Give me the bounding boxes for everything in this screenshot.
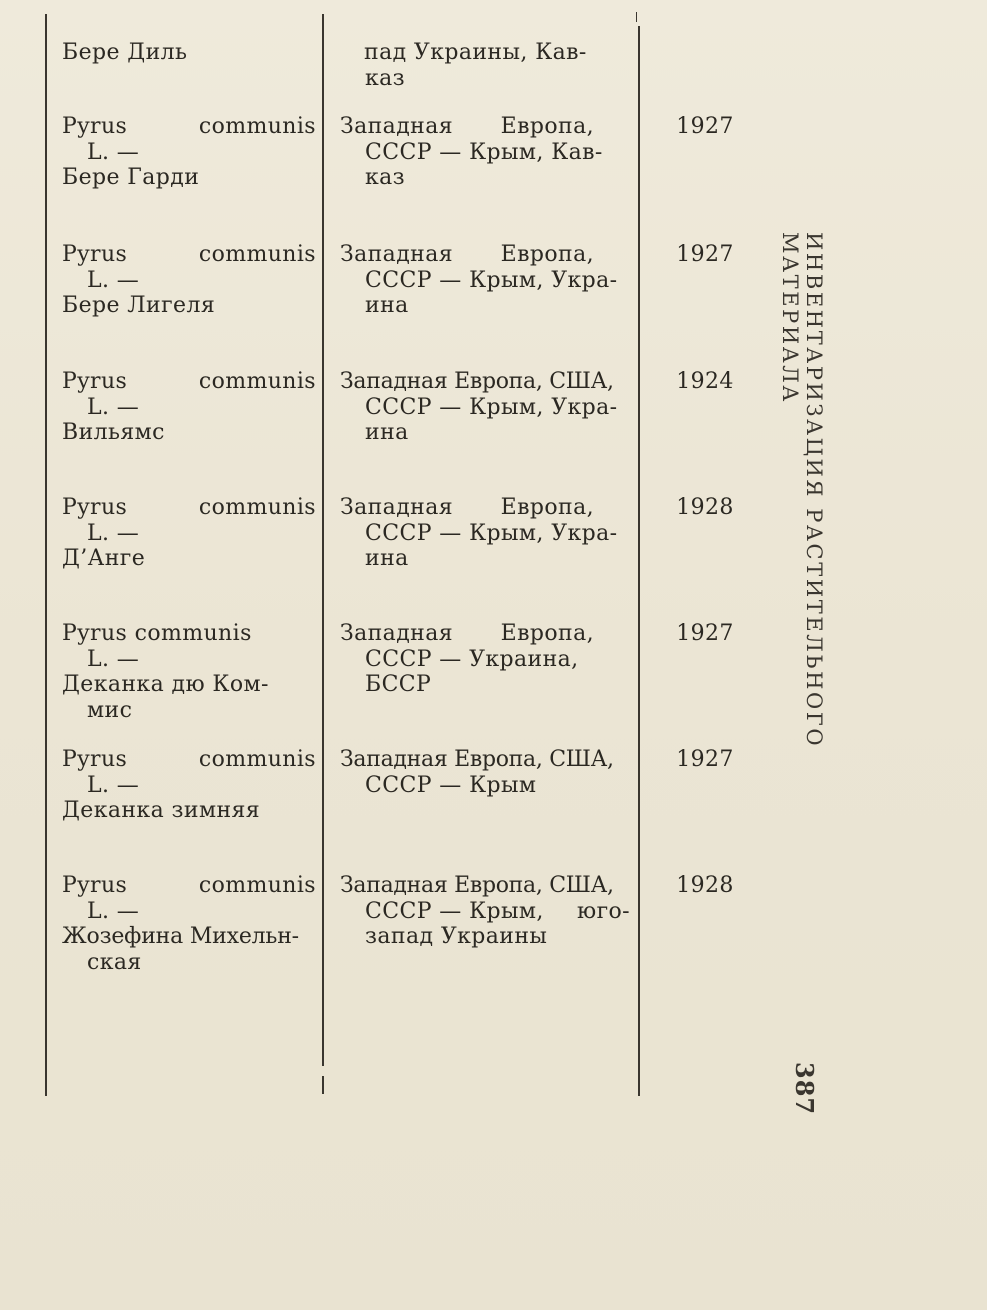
origin-cell: Западная Европа, СССР — Крым, Кав- каз (340, 114, 603, 190)
variety-name-cell: Pyrus communis L. — Деканка дю Ком- мис (62, 621, 269, 723)
column-rule-right-tick (636, 12, 637, 22)
column-rule-middle (322, 14, 324, 1066)
origin-cell: Западная Европа, США, СССР — Крым, юго- запад Украины (340, 873, 630, 949)
variety-name-cell: Pyrus communis L. — Бере Гарди (62, 114, 316, 190)
variety-name-cell: Pyrus communis L. — Деканка зимняя (62, 747, 316, 823)
column-rule-left (45, 14, 47, 1096)
column-rule-right (638, 26, 640, 1096)
variety-name-cell: Pyrus communis L. — Вильямс (62, 369, 316, 445)
year-cell: 1924 (676, 369, 734, 394)
year-cell: 1927 (676, 747, 734, 772)
origin-cell: Западная Европа, СССР — Украина, БССР (340, 621, 594, 697)
year-cell: 1927 (676, 621, 734, 646)
variety-name-cell: Pyrus communis L. — Жозефина Михельн- ская (62, 873, 316, 975)
origin-cell: пад Украины, Кав- каз (364, 40, 587, 91)
origin-cell: Западная Европа, СССР — Крым, Укра- ина (340, 495, 618, 571)
origin-cell: Западная Европа, США, СССР — Крым (340, 747, 614, 798)
origin-cell: Западная Европа, США, СССР — Крым, Укра- ина (340, 369, 618, 445)
page-number: 387 (790, 1062, 819, 1116)
year-cell: 1928 (676, 873, 734, 898)
variety-name-cell: Pyrus communis L. — Бере Лигеля (62, 242, 316, 318)
year-cell: 1927 (676, 114, 734, 139)
year-cell: 1927 (676, 242, 734, 267)
variety-name-cell: Pyrus communis L. — Д’Анге (62, 495, 316, 571)
running-title: ИНВЕНТАРИЗАЦИЯ РАСТИТЕЛЬНОГО МАТЕРИАЛА (778, 232, 826, 749)
year-cell: 1928 (676, 495, 734, 520)
column-rule-middle-tail (322, 1076, 324, 1094)
variety-name-cell: Бере Диль (62, 40, 188, 65)
origin-cell: Западная Европа, СССР — Крым, Укра- ина (340, 242, 618, 318)
